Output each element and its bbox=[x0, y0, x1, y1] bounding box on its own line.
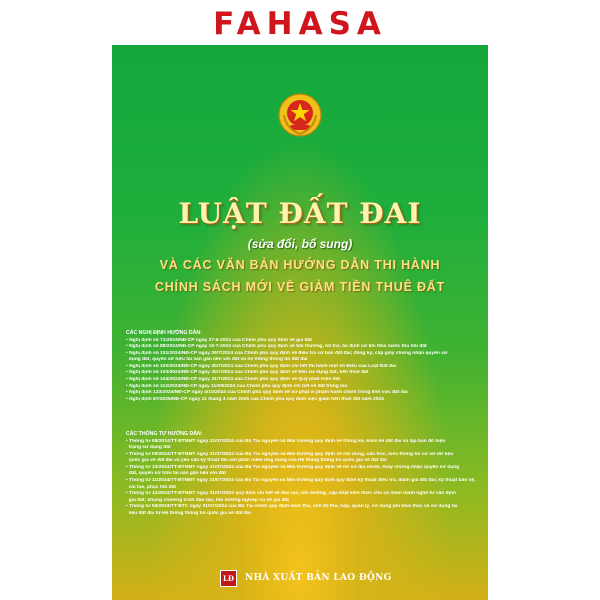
list-item: • Nghị định 123/2024/NĐ-CP ngày 4/10/2024 của Chính phủ quy định về xử phạt vi phạm hành chính trong lĩnh vực đất đai bbox=[126, 390, 408, 396]
list-item: • Thông tư 10/2024/TT-BTNMT ngày 31/07/2024 của Bộ Tài nguyên và Môi trường quy định về hồ sơ địa chính, Giấy chứng nhận quyền sử dụng bbox=[126, 464, 460, 470]
publisher-name: NHÀ XUẤT BẢN LAO ĐỘNG bbox=[245, 573, 392, 583]
list-item: • Thông tư 56/2024/TT-BTC ngày 31/07/2024 của Bộ Tài chính quy định mức thu, chế độ thu, nộp, quản lý, sử dụng phí khai thác và sử dụng tài bbox=[126, 504, 458, 510]
list-item: • Thông tư 08/2024/TT-BTNMT ngày 31/07/2024 của Bộ Tài nguyên và Môi trường quy định về thống kê, kiểm kê đất đai và lập bản đồ hiện bbox=[126, 438, 446, 444]
list-item: • Thông tư 11/2024/TT-BTNMT ngày 31/07/2024 của Bộ Tài nguyên và Môi trường quy định quy định kỹ thuật điều tra, đánh giá đất đai; kỹ thuật bảo vệ, bbox=[126, 478, 476, 484]
list-item: cải tạo, phục hồi đất bbox=[128, 484, 176, 490]
list-item: liệu đất đai từ Hệ thống thông tin quốc gia về đất đai bbox=[128, 511, 251, 517]
list-item: • Nghị định số 88/2024/NĐ-CP ngày 15-7-2024 của Chính phủ quy định về bồi thường, hỗ trợ, tái định cư khi Nhà nước thu hồi đất bbox=[126, 344, 427, 350]
list-item: quốc gia về đất đai và yêu cầu kỹ thuật đối với phần mềm ứng dụng của Hệ thống thông tin quốc gia về đất đai bbox=[128, 458, 387, 464]
list-item: • Thông tư 09/2024/TT-BTNMT ngày 31/07/2024 của Bộ Tài nguyên và Môi trường quy định về nội dung, cấu trúc, kiểu thông tin cơ sở dữ liệu bbox=[126, 451, 454, 457]
list-item: • Thông tư 12/2024/TT-BTNMT ngày 31/07/2024 quy định chi tiết về đào tạo, bồi dưỡng, cập nhật kiến thức cho cá nhân hành nghề tư vấn định bbox=[126, 491, 456, 497]
list-item: giá đất; khung chương trình đào tạo, bồi dưỡng nghiệp vụ về giá đất bbox=[128, 497, 289, 503]
decree-list-heading: CÁC NGHỊ ĐỊNH HƯỚNG DẪN: bbox=[126, 330, 202, 336]
list-item: • Nghị định số 102/2024/NĐ-CP ngày 30/7/2024 của Chính phủ quy định chi tiết thi hành một số Điều của Luật Đất đai bbox=[126, 363, 397, 369]
list-item: • Nghị định số 103/2024/NĐ-CP ngày 30/7/2024 của Chính phủ quy định về tiền sử dụng đất, tiền thuê đất bbox=[126, 370, 369, 376]
book-cover bbox=[112, 45, 488, 600]
book-title: LUẬT ĐẤT ĐAI bbox=[178, 197, 422, 230]
list-item: • Nghị định số 101/2024/NĐ-CP ngày 29/7/2024 của Chính phủ quy định về điều tra cơ bản đất đai; đăng ký, cấp giấy chứng nhận quyền sử bbox=[126, 350, 448, 356]
book-subtitle: (sửa đổi, bổ sung) bbox=[247, 237, 353, 251]
publisher bbox=[220, 570, 392, 586]
list-item: • Nghị định 87/2025/NĐ-CP ngày 11 tháng 4 năm 2025 của Chính phủ quy định việc giảm tiền thuê đất năm 2024 bbox=[126, 396, 384, 402]
book-subheading-2: CHÍNH SÁCH MỚI VỀ GIẢM TIỀN THUÊ ĐẤT bbox=[154, 280, 446, 294]
national-emblem-icon bbox=[278, 93, 322, 137]
list-item: • Nghị định số 104/2024/NĐ-CP ngày 31/7/2024 của Chính phủ quy định về Quỹ phát triển đất bbox=[126, 377, 341, 383]
list-item: dụng đất, quyền sở hữu tài sản gắn liền với đất và hệ thống thông tin đất đai bbox=[128, 357, 308, 363]
circular-list bbox=[126, 431, 478, 518]
circular-list-heading: CÁC THÔNG TƯ HƯỚNG DẪN: bbox=[126, 431, 203, 437]
book-subheading-1: VÀ CÁC VĂN BẢN HƯỚNG DẪN THI HÀNH bbox=[159, 258, 441, 272]
publisher-logo: LĐ bbox=[220, 570, 237, 587]
decree-list bbox=[126, 330, 478, 403]
list-item: • Nghị định số 71/2024/NĐ-CP ngày 27-6-2024 của Chính phủ quy định về giá đất bbox=[126, 337, 312, 343]
fahasa-logo: FAHASA bbox=[213, 6, 387, 42]
list-item: trạng sử dụng đất bbox=[128, 445, 171, 451]
list-item: • Nghị định số 112/2024/NĐ-CP ngày 11/09/2024 của Chính phủ quy định chi tiết về đất trồng lúa bbox=[126, 383, 348, 389]
list-item: đất, quyền sở hữu tài sản gắn liền với đất bbox=[128, 471, 226, 477]
